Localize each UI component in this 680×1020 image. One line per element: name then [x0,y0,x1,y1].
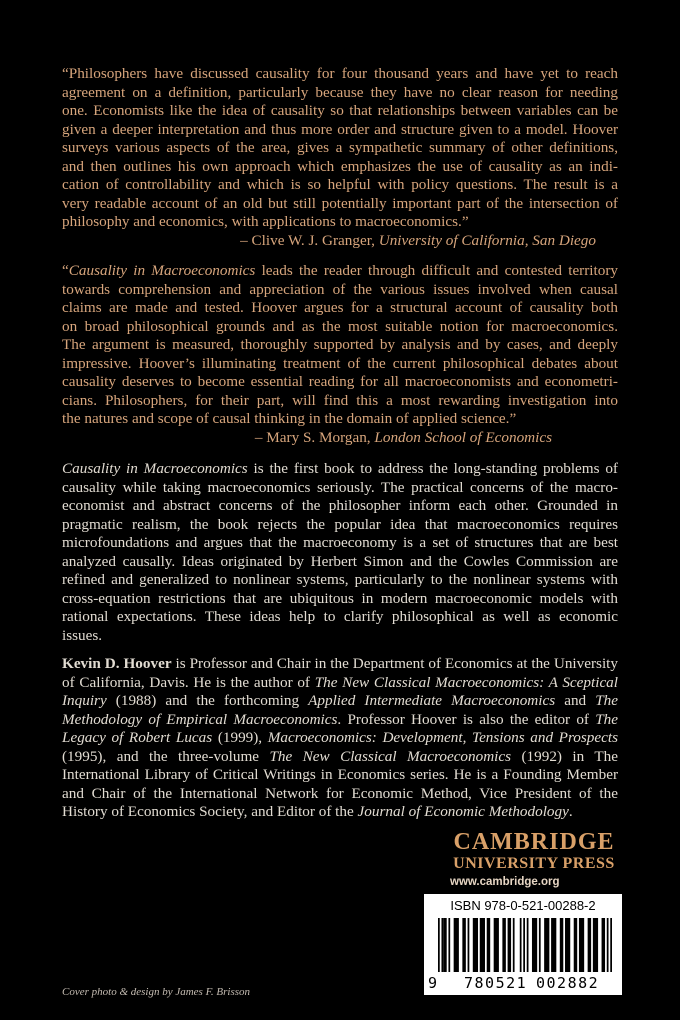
book-title: Causality in Macroeconomics [68,262,256,279]
text-line: The argument is measured, thoroughly supported by analysis and by cases, and deeply [62,336,618,353]
text-line: cross-equation restrictions that are ubiquitous in modern macroeconomic models with [62,589,618,607]
publisher-url: www.cambridge.org [450,876,560,888]
barcode-bar [494,918,499,972]
bio-segment: Journal of Economic Methodology [357,803,569,820]
bio-segment: Macroeconomics: Development, Tensions and Prospects [267,729,619,746]
text-line: economist and abstract concerns of the philosopher inform each other. Grounded in [62,497,618,514]
text-line: cation of controllability and which is so helpful with policy questions. The result is a [62,176,618,193]
text-line: philosophy and economics, with applications to macroeconomics.” [62,213,469,230]
barcode-digit-group: 9 [428,974,439,992]
quote-attribution [62,429,618,448]
bio-segment: (1988) and the forthcoming [106,692,309,709]
attribution-affiliation: London School of Economics [374,428,552,446]
bio-segment: Applied Intermediate Macroeconomics [308,692,556,709]
attribution-name: – Clive W. J. Granger, [240,231,379,249]
barcode-bar [539,918,541,972]
barcode-bar [610,918,612,972]
barcode-bar [443,918,446,972]
barcode-digit-group: 780521 [464,974,528,992]
barcode-bar [441,918,443,972]
endorsement-quote-granger [62,65,618,250]
barcode-bar [565,918,570,972]
barcode-bar [560,918,563,972]
text-line: analyzed causally. Ideas originated by Herbert Simon and the Cowles Commission are [62,552,618,570]
bio-segment: Kevin D. Hoover [62,655,172,672]
text-line: surveys various aspects of the area, gives a sympathetic summary of other definitions, [62,139,618,156]
barcode-bar [513,918,515,972]
bio-segment: (1999), [212,729,268,746]
text-line: towards comprehension and appreciation of the various issues involved when causal [62,280,618,298]
author-bio [62,655,618,822]
barcode-bar [532,918,537,972]
text-line: given a deeper interpretation and thus more order and structure given to a model. Hoover [62,120,618,138]
description-text [62,479,618,646]
bio-segment: is Professor and Chair in the Department of Economics at the University of California, Davis. He is the author of [62,655,618,691]
barcode-bar [438,918,440,972]
text-line: the natures and scope of causal thinking in the domain of applied science.” [62,410,517,427]
barcode-digit-group: 002882 [536,974,600,992]
text-line: “Philosophers have discussed causality for four thousand years and have yet to reach [62,65,618,82]
publisher-name: CAMBRIDGE [453,829,615,855]
barcode-bar [448,918,450,972]
cover-credit: Cover photo & design by James F. Brisson [62,986,251,998]
text-line: very readable account of an old but still potentially important part of the intersection of [62,194,618,212]
bio-segment: The Methodology of Empirical Macroeconomics [62,692,618,728]
text-line: and then outlines his own approach which emphasizes the use of causality as an indi- [62,157,618,175]
barcode-bar [502,918,505,972]
barcode-bar [508,918,511,972]
quote-text [62,281,618,429]
quote-first-line-rest: leads the reader through difficult and contested territory [255,262,618,279]
barcode-bar [468,918,470,972]
attribution-affiliation: University of California, San Diego [378,231,596,249]
bio-segment: and [555,692,596,709]
isbn-barcode [424,894,622,995]
bio-segment: . [568,803,573,820]
barcode-bar [579,918,584,972]
barcode-bar [487,918,490,972]
text-line: on broad philosophical grounds and as the most suitable notion for macroeconomics. [62,317,618,335]
description-first-line [62,460,618,479]
text-line: causality while taking macroeconomics seriously. The practical concerns of the macro- [62,478,618,496]
bio-segment: The Legacy of Robert Lucas [62,710,618,746]
text-line: claims are made and tested. Hoover argues for a structural account of causality both [62,299,618,316]
barcode-bar [520,918,522,972]
description-first-line-rest: is the first book to address the long-standing problems of [247,460,618,477]
text-line: causality deserves to become essential reading for all macroeconomists and econometri- [62,373,618,390]
barcode-bar [527,918,529,972]
quote-text [62,65,618,232]
text-line: impressive. Hoover’s illuminating treatment of the current philosophical debates about [62,354,618,372]
book-title: Causality in Macroeconomics [62,460,248,477]
barcode-bar [454,918,459,972]
barcode-bar [574,918,577,972]
quote-first-line: “Causality in Macroeconomics leads the reader through difficult and contested territory [62,262,618,279]
book-description [62,460,618,645]
barcode-bar [462,918,465,972]
text-line: pragmatic realism, the book rejects the popular idea that macroeconomics requires [62,515,618,533]
barcode-bar [588,918,591,972]
publisher-subname: UNIVERSITY PRESS [453,855,615,872]
attribution-name: – Mary S. Morgan, [254,428,375,446]
endorsement-quote-morgan [62,262,618,447]
bio-segment: (1995), and the three-volume [62,747,270,765]
text-line: refined and generalized to nonlinear systems, particularly to the nonlinear systems with [62,571,618,588]
text-line: microfoundations and argues that the macroeconomy is a set of structures that are best [62,534,618,551]
barcode-bar [602,918,605,972]
barcode-bar [473,918,478,972]
bio-segment: . Professor Hoover is also the editor of [337,710,596,728]
barcode-bars [424,916,622,974]
text-line: rational expectations. These ideas help to clarify philosophical as well as economic [62,608,618,625]
bio-segment: (1992) in The International Library of Critical Writings in Economics series. He is a Founding Member and Chair of the International Network for Economic Method, Vice President of the History of Economics Society, and Editor of the [62,747,618,820]
publisher-logo [446,830,622,888]
text-line: agreement on a definition, particularly because they have no clear reason for needing [62,83,618,101]
text-line: one. Economists like the idea of causality so that relationships between variables can be [62,102,618,119]
barcode-bar [593,918,598,972]
bio-segment: The New Classical Macroeconomics: A Sceptical Inquiry [62,673,618,709]
barcode-bar [523,918,525,972]
barcode-bar [551,918,556,972]
barcode-bar [480,918,485,972]
barcode-bar [607,918,609,972]
bio-segment: The New Classical Macroeconomics [269,747,512,765]
text-line: issues. [62,626,103,644]
text-line: cians. Philosophers, for their part, will find this a most rewarding investigation into [62,391,618,409]
barcode-bar [544,918,549,972]
isbn-label: ISBN 978-0-521-00288-2 [450,898,596,913]
quote-attribution [62,232,618,251]
